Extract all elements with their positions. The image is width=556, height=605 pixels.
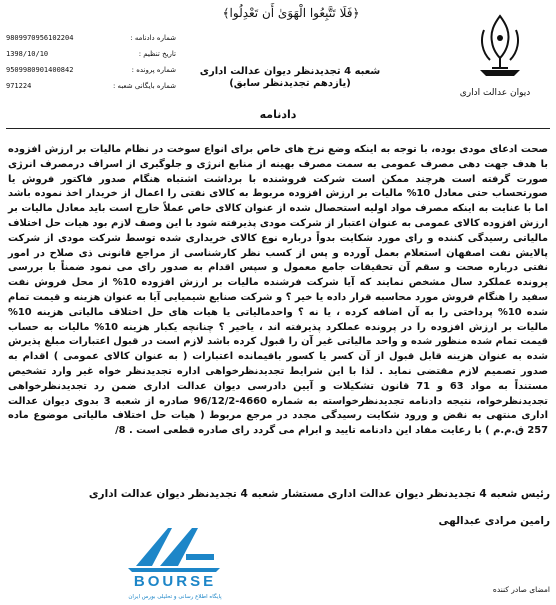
- issuer-signature-label: امضای صادر کننده: [492, 585, 550, 594]
- meta-row: [6, 46, 176, 62]
- document-title: دادنامه: [259, 108, 297, 121]
- meta-row: [6, 62, 176, 78]
- meta-label: شماره دادنامه :: [130, 34, 176, 42]
- meta-label: شماره پرونده :: [131, 66, 176, 74]
- case-metadata: [6, 30, 176, 94]
- quran-verse: ﴿فَلَا تَتَّبِعُوا الْهَوَىٰ أَن تَعْدِلُوا﴾: [222, 6, 360, 20]
- court-name: دیوان عدالت اداری: [459, 88, 531, 98]
- logo-tagline: پایگاه اطلاع رسانی و تحلیلی بورس ایران: [128, 594, 222, 600]
- meta-row: [6, 30, 176, 46]
- header-divider: [6, 128, 550, 129]
- iran-emblem-icon: [470, 10, 530, 80]
- meta-value: 1398/10/10: [6, 50, 49, 58]
- signature-names: رامین مرادی عبدالهی: [438, 515, 550, 527]
- meta-label: شماره بایگانی شعبه :: [112, 82, 176, 90]
- verdict-body: صحت ادعای مودی بوده، با توجه به اینکه وضع نرخ های خاص برای انواع سوخت در نظام مالیات بر ارزش افزوده با هدف جهت دهی مصرف عمومی به سمت مصرف بهینه از منابع انرژی و جلوگیری از اسراف درمصرف انرژی صورت گرفته است هرچند ممکن است شرکت فروشنده با برداشت اشتباه هنگام صدور فاکتور فروش یا صورتحساب حتی معادل 10% مالیات بر ارزش افزوده مربوط به کالای نفتی را اعمال از خریدار اخذ نموده باشد اما با عنایت به اینکه مصرف مواد اولیه استحصال شده از عنوان کالای خاص عملاً خارج است باید معادل مالیات بر ارزش افزوده کالای عمومی به عنوان اعتبار از شرکت مودی پذیرفته شود با این وصف لازم بود هیات حل اختلاف مالیاتی رسیدگی کننده و رای مورد شکایت بدواً درباره نوع کالای خریداری شده توسط شرکت مودی از شرکت پالایش نفت اصفهان استعلام بعمل آورده و پس از کسب نظر کارشناسی از مراجع قانونی ذی صلاح در امور نفتی درباره صحت و سقم آن تحقیقات جامع معمول و سپس اقدام به صدور رای می نمود ضمناً با بررسی پرونده عملکرد سال مشخص نمایند که آیا شرکت فرشنده مالیات بر ارزش افزوده 10% از محل فروش نفت سفید را هنگام فروش مورد محاسبه قرار داده یا خیر ؟ و شرکت صنایع شیمیایی آیا به عنوان هزینه و قیمت تمام شده 10% پرداختی را به آن اضافه کرده ، یا نه ؟ واحدمالیاتی یا هیات های حل اختلاف مالیاتی هزینه 10% مالیات بر ارزش افزوده را در پرونده عملکرد پذیرفته اند ، یاخیر ؟ چنانچه یکبار هزینه 10% مالیات به حساب قیمت تمام شده منظور شده و واحد مالیاتی غیر آن را قبول کرده باشد لازم است در قبول اعتبارات مبلغ پذیرش شده به عنوان هزینه قابل قبول از آن کسر یا کسور باقیمانده اعتبارات ( به عنوان کالای عمومی ) اقدام به صدور تصمیم لازم مقتضی نماید . لذا با این شرایط تجدیدنظرخواهی اداره تجدیدنظر خواه غیر وارد تشخیص مستنداً به مواد 63 و 71 قانون تشکیلات و آیین دادرسی دیوان عدالت اداری ضمن رد تجدیدنظرخواهی تجدیدنظرخواه، نتیجه دادنامه تجدیدنظرخواسته به شماره 4660-96/12/2 صادره از شعبه 3 بدوی دیوان عدالت اداری منتهی به نقض و ورود شکایت رسیدگی مجدد در مرجع مربوط ( هیات حل اختلاف مالیاتی موضوع ماده 257 ق.م.م ) با رعایت مفاد این دادنامه تایید و ابرام می گردد رای صادره قطعی است . 8/: [8, 144, 548, 437]
- bourse-logo: [108, 520, 243, 602]
- branch-subtitle: (یازدهم تجدیدنظر سابق): [229, 78, 351, 89]
- meta-label: تاریخ تنظیم :: [138, 50, 176, 58]
- meta-value: 9809970956102204: [6, 34, 74, 42]
- branch-title: شعبه 4 تجدیدنظر دیوان عدالت اداری: [199, 66, 381, 77]
- signature-roles: رئیس شعبه 4 تجدیدنظر دیوان عدالت اداری مستشار شعبه 4 تجدیدنظر دیوان عدالت اداری: [88, 488, 550, 500]
- logo-wordmark: BOURSE: [133, 573, 217, 590]
- meta-value: 9509980901400842: [6, 66, 74, 74]
- meta-value: 971224: [6, 82, 32, 90]
- meta-row: [6, 78, 176, 94]
